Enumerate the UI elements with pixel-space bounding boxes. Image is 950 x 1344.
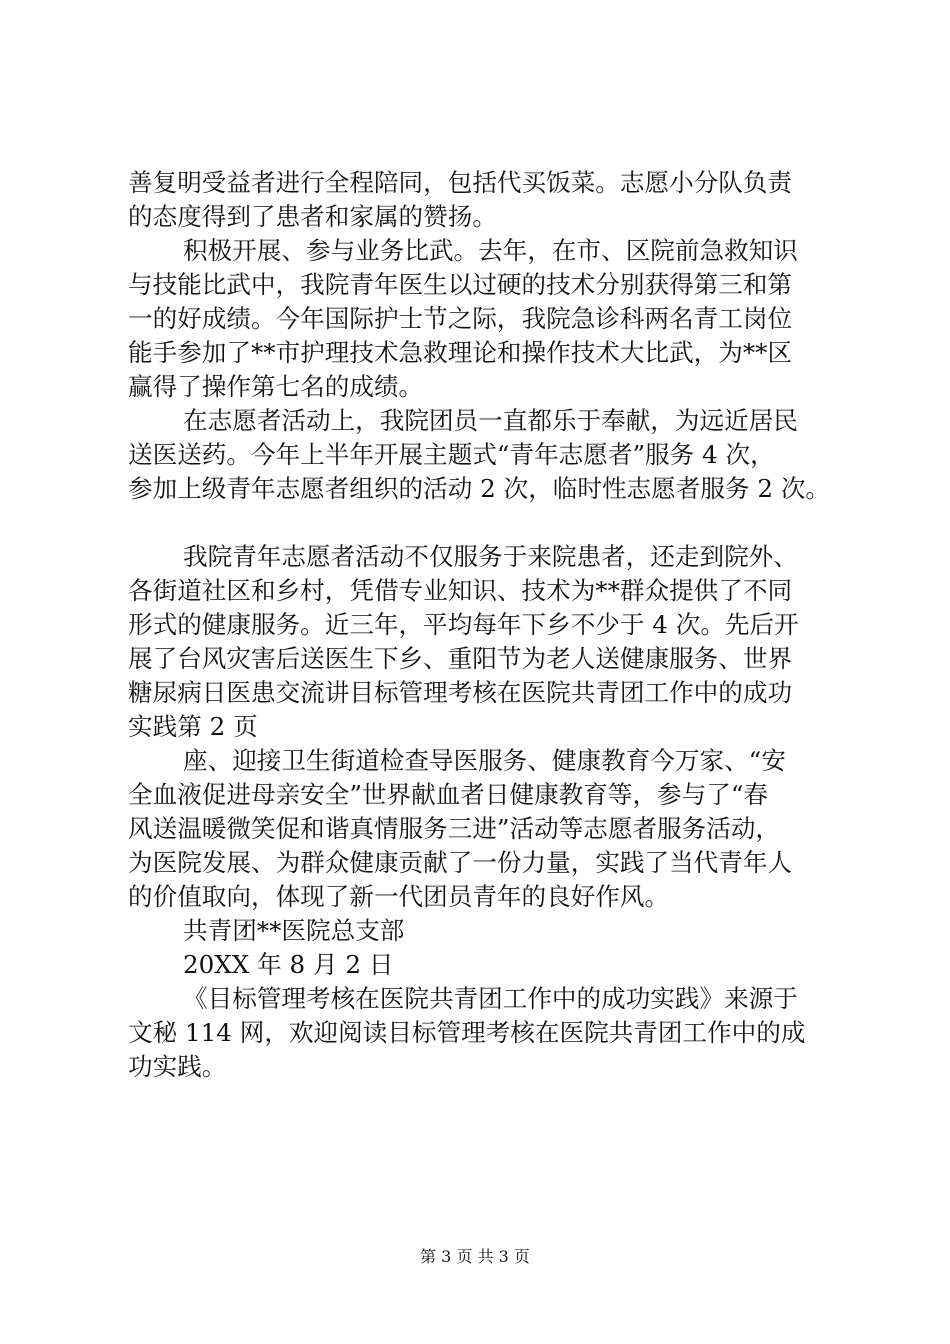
text-line: 送医送药。今年上半年开展主题式“青年志愿者”服务 4 次， [128, 440, 775, 469]
text-line: 风送温暖微笑促和谐真情服务三进”活动等志愿者服务活动， [128, 814, 781, 843]
text-line: 20XX 年 8 月 2 日 [183, 950, 394, 979]
text-line: 与技能比武中，我院青年医生以过硬的技术分别获得第三和第 [128, 270, 793, 299]
text-line: 糖尿病日医患交流讲目标管理考核在医院共青团工作中的成功 [128, 678, 793, 707]
text-line: 文秘 114 网，欢迎阅读目标管理考核在医院共青团工作中的成 [128, 1018, 806, 1047]
text-line: 为医院发展、为群众健康贡献了一份力量，实践了当代青年人 [128, 848, 793, 877]
text-line: 展了台风灾害后送医生下乡、重阳节为老人送健康服务、世界 [128, 644, 793, 673]
text-line: 一的好成绩。今年国际护士节之际，我院急诊科两名青工岗位 [128, 304, 793, 333]
text-line: 的价值取向，体现了新一代团员青年的良好作风。 [128, 882, 670, 911]
text-line: 实践第 2 页 [128, 712, 258, 741]
text-line: 参加上级青年志愿者组织的活动 2 次，临时性志愿者服务 2 次。 [128, 474, 831, 503]
page-footer: 第 3 页 共 3 页 [420, 1247, 530, 1266]
text-line: 座、迎接卫生街道检查导医服务、健康教育今万家、“安 [183, 746, 786, 775]
text-line: 《目标管理考核在医院共青团工作中的成功实践》来源于 [183, 984, 798, 1013]
text-line: 我院青年志愿者活动不仅服务于来院患者，还走到院外、 [183, 542, 798, 571]
text-line: 能手参加了**市护理技术急救理论和操作技术大比武，为**区 [128, 338, 793, 367]
text-line: 在志愿者活动上，我院团员一直都乐于奉献，为远近居民 [183, 406, 798, 435]
text-line: 功实践。 [128, 1052, 227, 1081]
text-line: 善复明受益者进行全程陪同，包括代买饭菜。志愿小分队负责 [128, 168, 793, 197]
text-line: 各街道社区和乡村，凭借专业知识、技术为**群众提供了不同 [128, 576, 793, 605]
text-line: 共青团**医院总支部 [183, 916, 405, 945]
text-line: 赢得了操作第七名的成绩。 [128, 372, 424, 401]
text-line: 积极开展、参与业务比武。去年，在市、区院前急救知识 [183, 236, 798, 265]
text-line: 形式的健康服务。近三年，平均每年下乡不少于 4 次。先后开 [128, 610, 799, 639]
text-line: 的态度得到了患者和家属的赞扬。 [128, 202, 497, 231]
text-line: 全血液促进母亲安全”世界献血者日健康教育等，参与了“春 [128, 780, 768, 809]
